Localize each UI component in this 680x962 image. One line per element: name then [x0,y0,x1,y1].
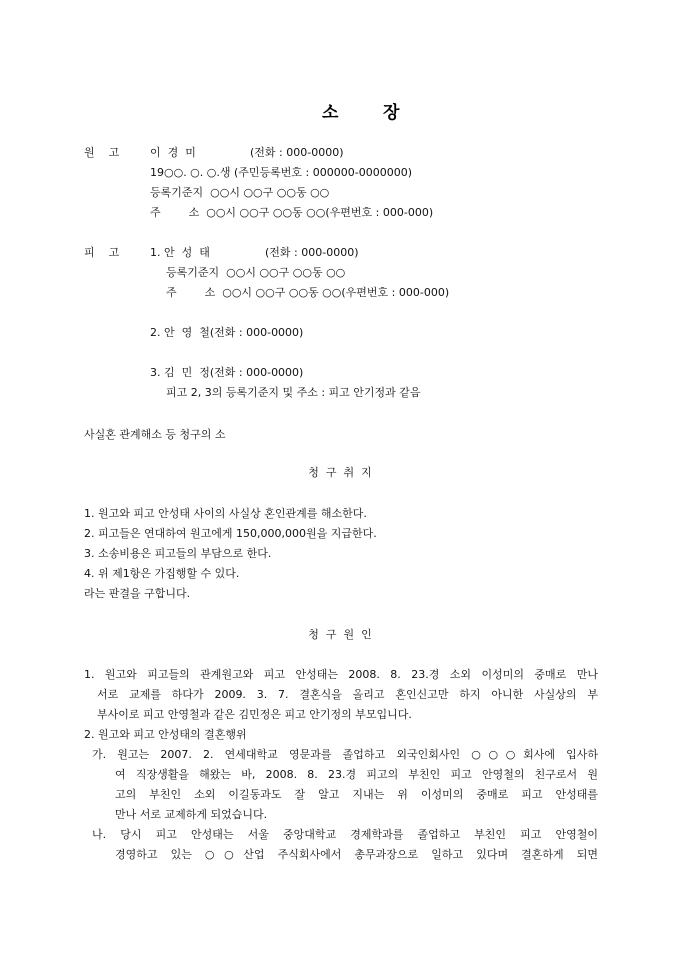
claim-purpose-item-2: 2. 피고들은 연대하여 원고에게 150,000,000원을 지급한다. [84,527,377,540]
claim-purpose-item-4: 4. 위 제1항은 가집행할 수 있다. [84,567,240,580]
plaintiff-phone: (전화 : 000-0000) [250,146,344,159]
defendant1-registered: 등록기준지 ○○시 ○○구 ○○동 ○○ [166,266,346,279]
defendant1-phone: (전화 : 000-0000) [265,246,359,259]
claim-purpose-item-3: 3. 소송비용은 피고들의 부담으로 한다. [84,547,272,560]
claim-purpose-heading: 청 구 취 지 [308,466,372,479]
plaintiff-birth: 19○○. ○. ○.생 (주민등록번호 : 000000-0000000) [150,166,412,179]
defendant1-address: 주 소 ○○시 ○○구 ○○동 ○○(우편번호 : 000-000) [166,286,450,299]
claim-cause-heading: 청 구 원 인 [308,628,372,641]
claim-cause-p2: 2. 원고와 피고 안성태의 결혼행위 [84,728,247,741]
claim-cause-p1-line-3: 부사이로 피고 안영철과 같은 김민정은 피고 안기정의 부모입니다. [97,708,412,721]
defendants23-note: 피고 2, 3의 등록기준지 및 주소 : 피고 안기정과 같음 [166,386,421,399]
claim-purpose-closing: 라는 판결을 구합니다. [84,587,191,600]
claim-cause-ga-line-1: 가. 원고는 2007. 2. 연세대학교 영문과를 졸업하고 외국인회사인 ○○○회사에 입사하 [92,748,598,761]
document-title-right: 장 [383,103,400,123]
defendants-label: 피 고 [84,246,120,259]
claim-cause-ga-line-2: 여 직장생활을 해왔는 바, 2008. 8. 23.경 피고의 부친인 피고 안영철의 친구로서 원 [115,768,598,781]
document-title-left: 소 [322,103,339,123]
defendant2: 2. 안 영 철(전화 : 000-0000) [150,326,304,339]
case-title: 사실혼 관계해소 등 청구의 소 [84,428,226,441]
plaintiff-address: 주 소 ○○시 ○○구 ○○동 ○○(우편번호 : 000-000) [150,206,434,219]
claim-cause-ga-line-3: 고의 부친인 소외 이길동과도 잘 알고 지내는 위 이성미의 중매로 피고 안성태를 [115,788,598,801]
claim-cause-na-line-1: 나. 당시 피고 안성태는 서울 중앙대학교 경제학과를 졸업하고 부친인 피고 안영철이 [92,828,598,841]
claim-cause-ga-line-4: 만나 서로 교제하게 되었습니다. [115,808,268,821]
claim-purpose-item-1: 1. 원고와 피고 안성태 사이의 사실상 혼인관계를 해소한다. [84,507,367,520]
defendant3: 3. 김 민 정(전화 : 000-0000) [150,366,304,379]
plaintiff-name: 이 경 미 [150,146,196,159]
claim-cause-p1-line-2: 서로 교제를 하다가 2009. 3. 7. 결혼식을 올리고 혼인신고만 하지 아니한 사실상의 부 [97,688,598,701]
claim-cause-p1-line-1: 1. 원고와 피고들의 관계원고와 피고 안성태는 2008. 8. 23.경 소외 이성미의 중매로 만나 [84,668,598,681]
plaintiff-registered: 등록기준지 ○○시 ○○구 ○○동 ○○ [150,186,330,199]
defendant1-name: 1. 안 성 태 [150,246,210,259]
claim-cause-na-line-2: 경영하고 있는 ○○산업 주식회사에서 총무과장으로 일하고 있다며 결혼하게 되면 [115,848,598,861]
plaintiff-label: 원 고 [84,146,120,159]
